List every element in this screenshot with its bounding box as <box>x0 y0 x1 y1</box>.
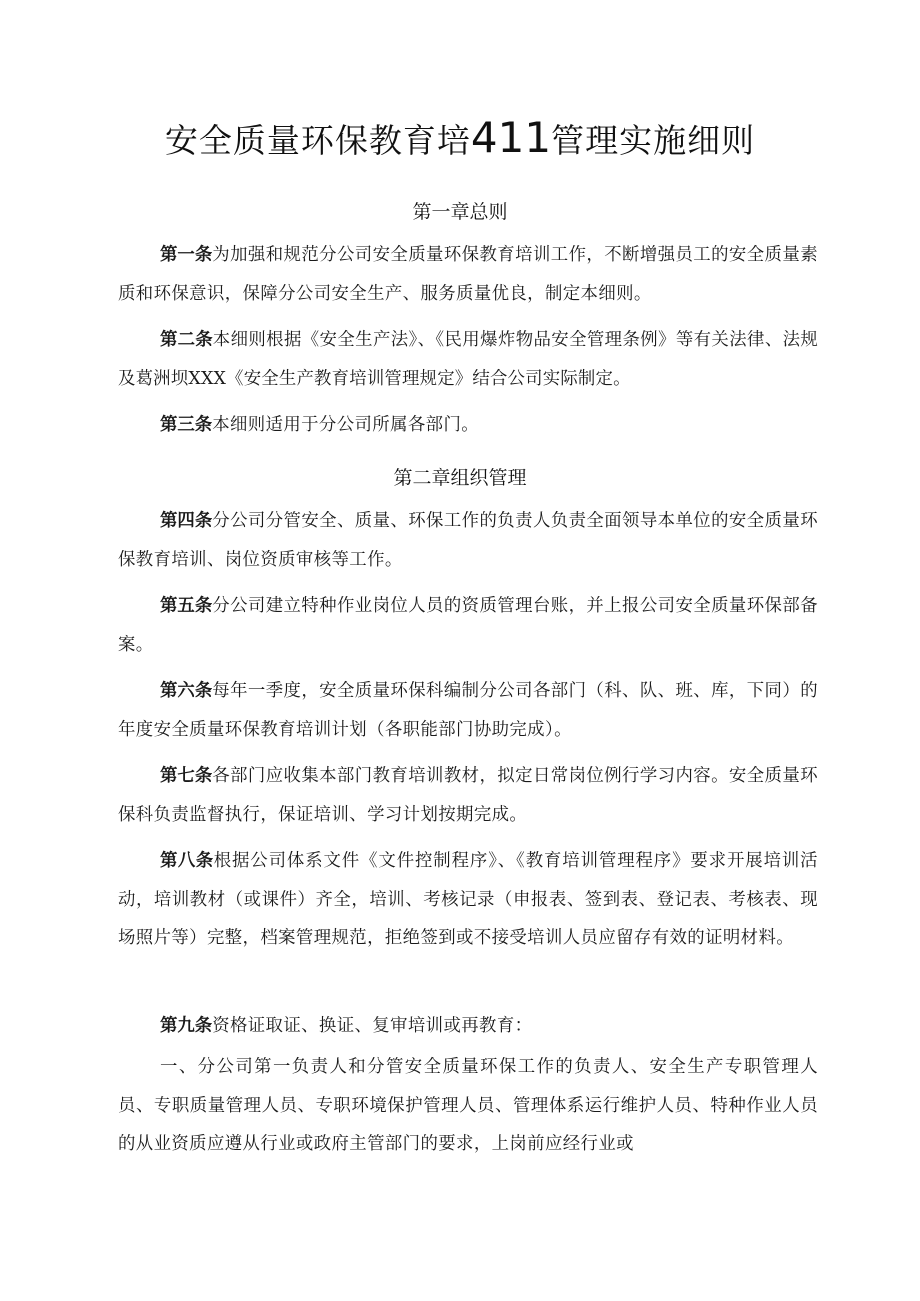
article-label: 第三条 <box>160 415 213 435</box>
article-text: 各部门应收集本部门教育培训教材，拟定日常岗位例行学习内容。安全质量环保科负责监督执行，保证培训、学习计划按期完成。 <box>118 766 818 825</box>
article-label: 第二条 <box>160 330 213 350</box>
article-text: 根据公司体系文件《文件控制程序》、《教育培训管理程序》要求开展培训活动，培训教材（或课件）齐全，培训、考核记录（申报表、签到表、登记表、考核表、现场照片等）完整，档案管理规范，拒绝签到或不接受培训人员应留存有效的证明材料。 <box>118 851 818 948</box>
article-label: 第六条 <box>160 681 213 701</box>
article-label: 第九条 <box>160 1016 213 1036</box>
article-label: 第五条 <box>160 596 213 616</box>
title-number: 411 <box>470 113 552 162</box>
chapter-heading: 第二章组织管理 <box>393 467 527 489</box>
document-title <box>0 112 920 167</box>
title-prefix: 安全质量环保教育培 <box>164 121 471 160</box>
article-text: 本细则根据《安全生产法》、《民用爆炸物品安全管理条例》等有关法律、法规及葛洲坝XXX《安全生产教育培训管理规定》结合公司实际制定。 <box>118 330 818 389</box>
article-9 <box>118 1007 818 1046</box>
article-label: 第四条 <box>160 511 213 531</box>
article-3 <box>118 406 818 445</box>
title-suffix: 管理实施细则 <box>551 121 756 160</box>
article-text: 为加强和规范分公司安全质量环保教育培训工作，不断增强员工的安全质量素质和环保意识，保障分公司安全生产、服务质量优良，制定本细则。 <box>118 245 818 304</box>
article-text: 分公司建立特种作业岗位人员的资质管理台账，并上报公司安全质量环保部备案。 <box>118 596 818 655</box>
article-7 <box>118 757 818 834</box>
clause-1: 一、分公司第一负责人和分管安全质量环保工作的负责人、安全生产专职管理人员、专职质量管理人员、专职环境保护管理人员、管理体系运行维护人员、特种作业人员的从业资质应遵从行业或政府主管部门的要求，上岗前应经行业或 <box>118 1057 818 1154</box>
article-6 <box>118 672 818 749</box>
article-2 <box>118 321 818 398</box>
article-1 <box>118 236 818 313</box>
article-text: 资格证取证、换证、复审培训或再教育： <box>212 1016 533 1036</box>
article-5 <box>118 587 818 664</box>
chapter-heading: 第一章总则 <box>412 201 508 223</box>
article-text: 每年一季度，安全质量环保科编制分公司各部门（科、队、班、库，下同）的年度安全质量环保教育培训计划（各职能部门协助完成）。 <box>118 681 818 740</box>
article-text: 本细则适用于分公司所属各部门。 <box>212 415 480 435</box>
article-4 <box>118 502 818 579</box>
article-label: 第八条 <box>160 851 214 871</box>
article-label: 第七条 <box>160 766 213 786</box>
article-8 <box>118 842 818 958</box>
article-text: 分公司分管安全、质量、环保工作的负责人负责全面领导本单位的安全质量环保教育培训、岗位资质审核等工作。 <box>118 511 818 570</box>
article-label: 第一条 <box>160 245 213 265</box>
